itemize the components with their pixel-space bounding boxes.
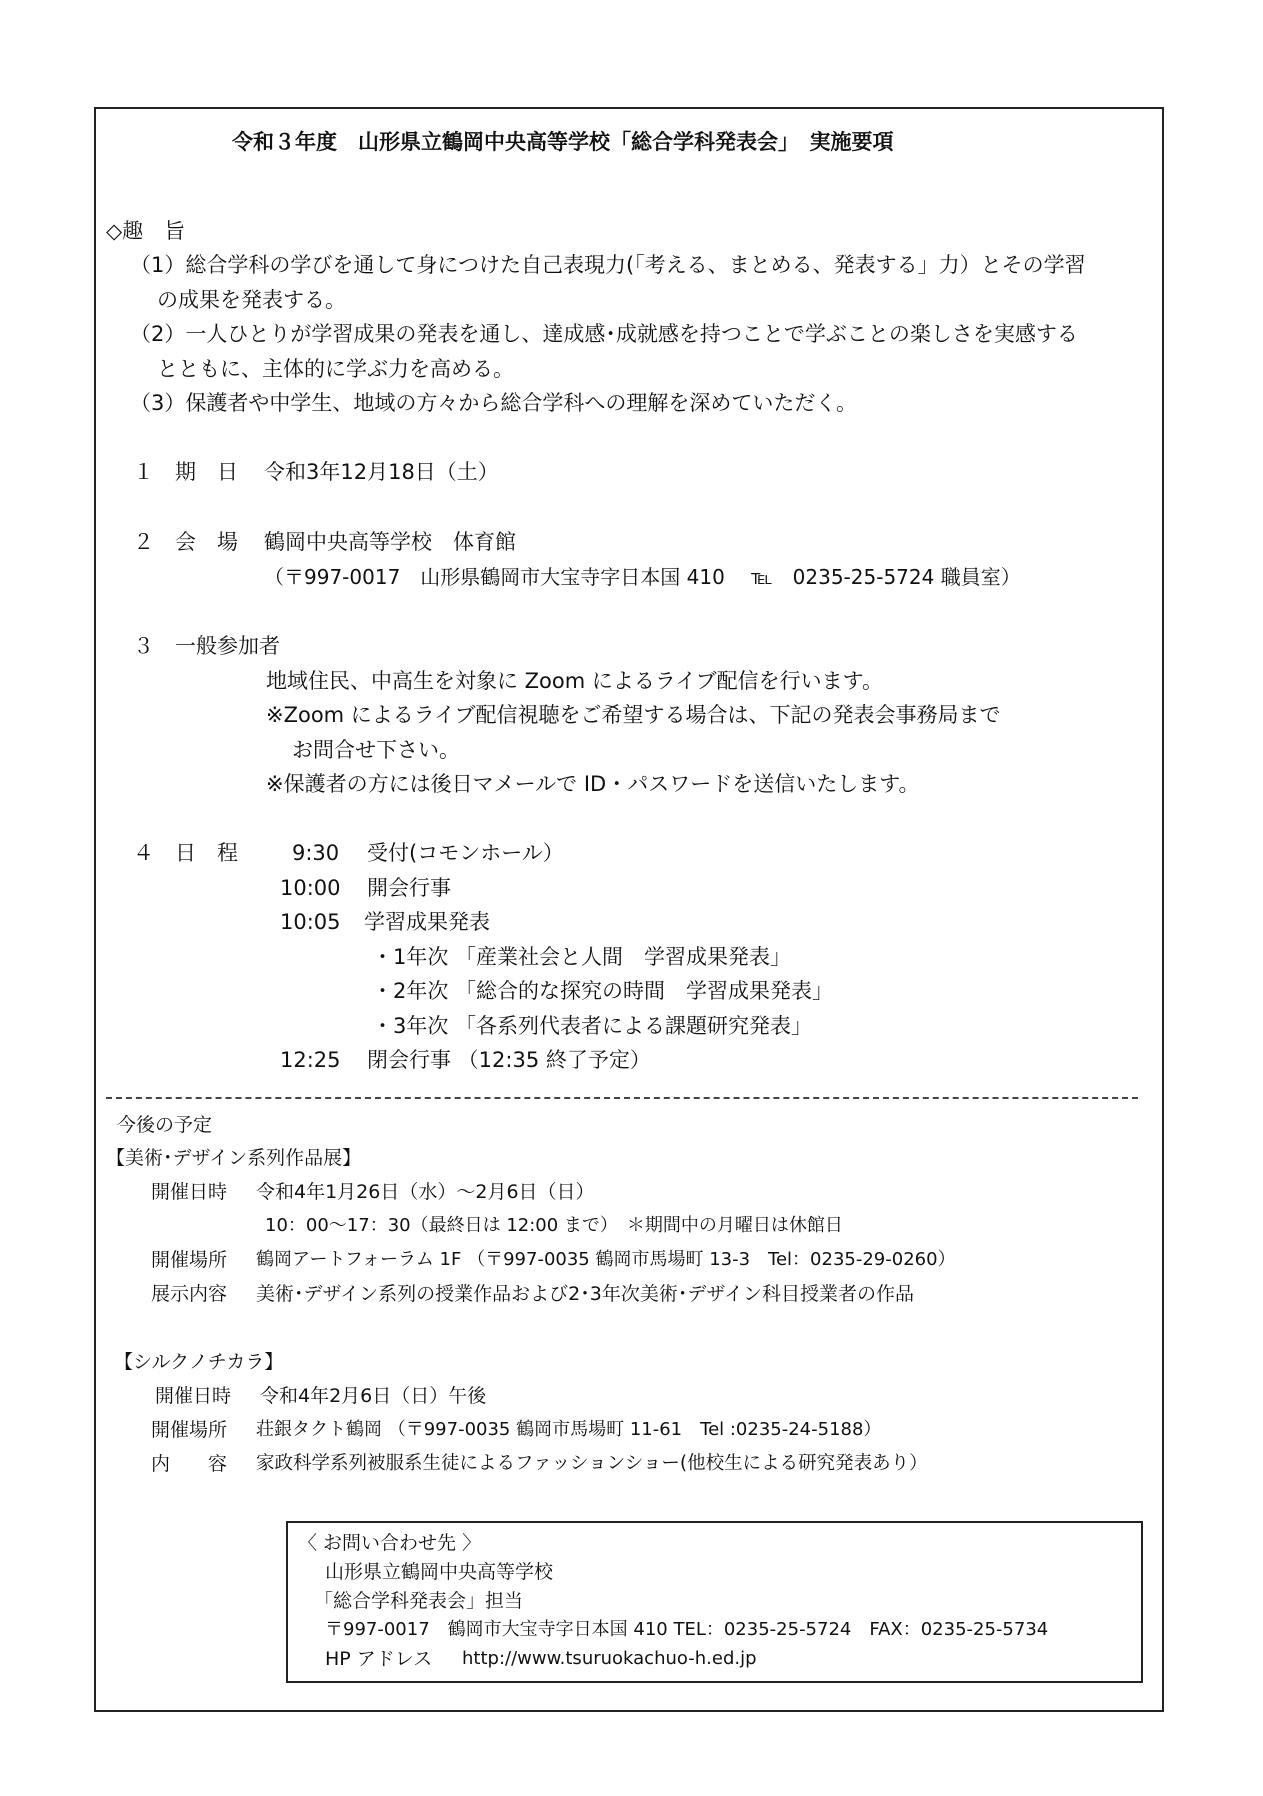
purpose-item-2: （2）一人ひとりが学習成果の発表を通し、達成感･成就感を持つことで学ぶことの楽しさを実感する — [130, 322, 1078, 346]
art-content-value: 美術･デザイン系列の授業作品および2･3年次美術･デザイン科目授業者の作品 — [256, 1283, 915, 1305]
schedule-time-3: 10:05 — [280, 910, 341, 934]
contact-hp-label: HP アドレス — [325, 1648, 433, 1670]
schedule-event-3: 学習成果発表 — [364, 910, 490, 934]
silk-heading: 【シルクノチカラ】 — [114, 1351, 284, 1373]
purpose-item-3: （3）保護者や中学生、地域の方々から総合学科への理解を深めていただく。 — [130, 391, 857, 415]
participants-line-4: ※保護者の方には後日マメールで ID・パスワードを送信いたします。 — [266, 772, 920, 796]
contact-dept: 「総合学科発表会」担当 — [314, 1590, 524, 1612]
upcoming-heading: 今後の予定 — [117, 1114, 213, 1136]
schedule-time-2: 10:00 — [280, 876, 341, 900]
purpose-item-1: （1）総合学科の学びを通して身につけた自己表現力(「考える、まとめる、発表する」力）とその学習 — [130, 253, 1086, 277]
silk-place-value: 荘銀タクト鶴岡 （〒997-0035 鶴岡市馬場町 11-61 Tel :0235-24-5188） — [256, 1419, 882, 1440]
venue-address: （〒997-0017 山形県鶴岡市大宝寺字日本国 410 ℡ 0235-25-5724 職員室） — [264, 565, 1021, 589]
art-place-label: 開催場所 — [151, 1249, 228, 1271]
schedule-subitem-2: ・2年次 「総合的な探究の時間 学習成果発表」 — [372, 979, 834, 1003]
art-place-value: 鶴岡アートフォーラム 1F （〒997-0035 鶴岡市馬場町 13-3 Tel：0235-29-0260） — [256, 1249, 956, 1270]
silk-date-label: 開催日時 — [155, 1385, 232, 1407]
purpose-item-2-cont: とともに、主体的に学ぶ力を高める。 — [157, 357, 514, 381]
schedule-event-1: 受付(コモンホール） — [367, 841, 564, 865]
art-time-value: 10：00～17：30（最終日は 12:00 まで） ＊期間中の月曜日は休館日 — [265, 1215, 843, 1236]
schedule-time-1: 9:30 — [292, 841, 340, 865]
silk-content-value: 家政科学系列被服系生徒によるファッションショー(他校生による研究発表あり） — [256, 1453, 928, 1474]
art-content-label: 展示内容 — [151, 1283, 228, 1305]
page-title: 令和３年度 山形県立鶴岡中央高等学校「総合学科発表会」 実施要項 — [232, 130, 894, 154]
purpose-item-1-cont: の成果を発表する。 — [157, 288, 346, 312]
contact-school: 山形県立鶴岡中央高等学校 — [325, 1561, 554, 1583]
participants-line-1: 地域住民、中高生を対象に Zoom によるライブ配信を行います。 — [266, 669, 883, 693]
schedule-label: ４ 日 程 — [133, 841, 238, 865]
purpose-heading: ◇趣 旨 — [106, 219, 186, 243]
art-date-label: 開催日時 — [151, 1181, 228, 1203]
participants-line-2: ※Zoom によるライブ配信視聴をご希望する場合は、下記の発表会事務局まで — [266, 703, 1001, 727]
section-divider — [106, 1097, 1138, 1099]
contact-hp-link[interactable]: http://www.tsuruokachuo-h.ed.jp — [462, 1648, 757, 1669]
schedule-subitem-3: ・3年次 「各系列代表者による課題研究発表」 — [372, 1014, 813, 1038]
schedule-closing-event: 閉会行事 （12:35 終了予定） — [367, 1048, 651, 1072]
contact-address: 〒997-0017 鶴岡市大宝寺字日本国 410 TEL：0235-25-5724 FAX：0235-25-5734 — [325, 1619, 1049, 1640]
art-exhibit-heading: 【美術･デザイン系列作品展】 — [106, 1147, 362, 1169]
venue-value: 鶴岡中央高等学校 体育館 — [264, 530, 516, 554]
participants-label: ３ 一般参加者 — [133, 634, 280, 658]
venue-label: ２ 会 場 — [133, 530, 238, 554]
date-label: １ 期 日 — [133, 460, 238, 484]
schedule-subitem-1: ・1年次 「産業社会と人間 学習成果発表」 — [372, 945, 792, 969]
schedule-closing-time: 12:25 — [280, 1048, 341, 1072]
schedule-event-2: 開会行事 — [367, 876, 451, 900]
date-value: 令和3年12月18日（土） — [264, 460, 499, 484]
silk-date-value: 令和4年2月6日（日）午後 — [260, 1385, 487, 1407]
art-date-value: 令和4年1月26日（水）～2月6日（日） — [256, 1181, 595, 1203]
silk-place-label: 開催場所 — [151, 1419, 228, 1441]
participants-line-3: お問合せ下さい。 — [292, 738, 460, 762]
silk-content-label: 内 容 — [151, 1453, 228, 1475]
contact-heading: 〈 お問い合わせ先 〉 — [298, 1532, 482, 1554]
